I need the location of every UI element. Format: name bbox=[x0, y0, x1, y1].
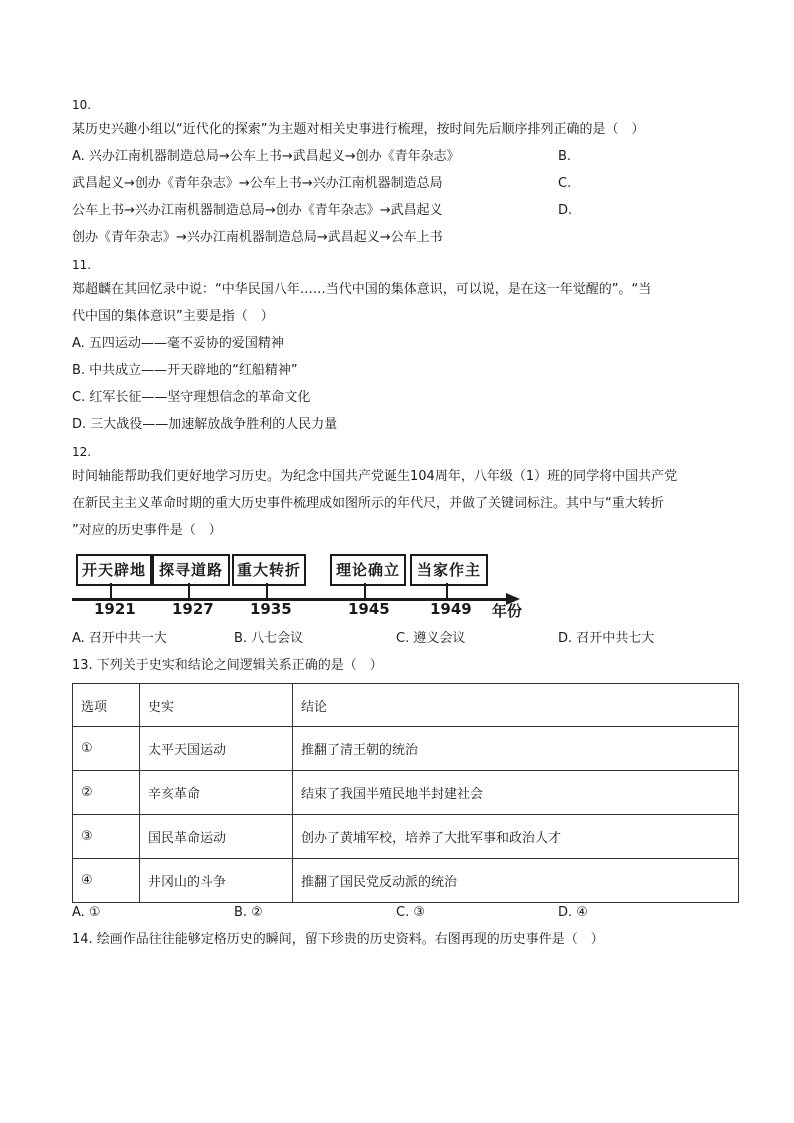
table-cell: 创办了黄埔军校，培养了大批军事和政治人才 bbox=[293, 815, 739, 859]
table-header-cell: 选项 bbox=[73, 684, 140, 727]
q11-number: 11. bbox=[72, 258, 92, 272]
q10-option-d-label: D. bbox=[558, 203, 573, 218]
table-header-row bbox=[73, 684, 739, 727]
table-cell: 井冈山的斗争 bbox=[140, 859, 293, 903]
timeline-label-4: 理论确立 bbox=[330, 554, 406, 586]
timeline-year-1: 1921 bbox=[94, 600, 136, 618]
timeline-label-5: 当家作主 bbox=[410, 554, 488, 586]
q10-option-b-label: B. bbox=[558, 149, 572, 164]
q12-stem-line1: 时间轴能帮助我们更好地学习历史。为纪念中国共产党诞生104周年，八年级（1）班的同学将中国共产党 bbox=[72, 469, 678, 484]
q11-option-c: C. 红军长征——坚守理想信念的革命文化 bbox=[72, 390, 311, 405]
q12-option-d: D. 召开中共七大 bbox=[558, 631, 655, 646]
q10-option-d: 创办《青年杂志》→兴办江南机器制造总局→武昌起义→公车上书 bbox=[72, 230, 443, 245]
timeline-year-2: 1927 bbox=[172, 600, 214, 618]
q12-option-a: A. 召开中共一大 bbox=[72, 631, 167, 646]
table-row bbox=[73, 771, 739, 815]
timeline-tick bbox=[364, 583, 366, 599]
q10-option-c-label: C. bbox=[558, 176, 572, 191]
timeline-tick bbox=[446, 583, 448, 599]
table-header-cell: 结论 bbox=[293, 684, 739, 727]
q11-stem-line1: 郑超麟在其回忆录中说：“中华民国八年……当代中国的集体意识，可以说，是在这一年觉醒的”。“当 bbox=[72, 282, 652, 297]
q10-option-c: 公车上书→兴办江南机器制造总局→创办《青年杂志》→武昌起义 bbox=[72, 203, 443, 218]
q12-number: 12. bbox=[72, 445, 92, 459]
table-cell: 太平天国运动 bbox=[140, 727, 293, 771]
q13-option-a: A. ① bbox=[72, 905, 101, 920]
table-cell: ① bbox=[73, 727, 140, 771]
q13-option-d: D. ④ bbox=[558, 905, 588, 920]
q11-stem-line2: 代中国的集体意识”主要是指（ ） bbox=[72, 309, 274, 324]
q12-stem-line2: 在新民主主义革命时期的重大历史事件梳理成如图所示的年代尺，并做了关键词标注。其中与“重大转折 bbox=[72, 496, 664, 511]
table-cell: 国民革命运动 bbox=[140, 815, 293, 859]
table-row bbox=[73, 727, 739, 771]
timeline-year-5: 1949 bbox=[430, 600, 472, 618]
table-cell: 推翻了清王朝的统治 bbox=[293, 727, 739, 771]
table-row bbox=[73, 815, 739, 859]
table-cell: 结束了我国半殖民地半封建社会 bbox=[293, 771, 739, 815]
timeline-tick bbox=[266, 583, 268, 599]
table-row bbox=[73, 859, 739, 903]
table-cell: ③ bbox=[73, 815, 140, 859]
q11-option-d: D. 三大战役——加速解放战争胜利的人民力量 bbox=[72, 417, 338, 432]
table-cell: ④ bbox=[73, 859, 140, 903]
q12-stem-line3: ”对应的历史事件是（ ） bbox=[72, 523, 222, 538]
q13-stem: 13. 下列关于史实和结论之间逻辑关系正确的是（ ） bbox=[72, 658, 383, 673]
timeline-label-2: 探寻道路 bbox=[152, 554, 230, 586]
timeline-year-4: 1945 bbox=[348, 600, 390, 618]
table-header-cell: 史实 bbox=[140, 684, 293, 727]
q13-option-c: C. ③ bbox=[396, 905, 425, 920]
q10-number: 10. bbox=[72, 98, 92, 112]
timeline-label-1: 开天辟地 bbox=[76, 554, 152, 586]
table-cell: ② bbox=[73, 771, 140, 815]
q12-option-c: C. 遵义会议 bbox=[396, 631, 466, 646]
timeline-figure bbox=[72, 548, 532, 624]
timeline-year-3: 1935 bbox=[250, 600, 292, 618]
q11-option-b: B. 中共成立——开天辟地的“红船精神” bbox=[72, 363, 298, 378]
q13-option-b: B. ② bbox=[234, 905, 263, 920]
table-cell: 推翻了国民党反动派的统治 bbox=[293, 859, 739, 903]
q10-option-b: 武昌起义→创办《青年杂志》→公车上书→兴办江南机器制造总局 bbox=[72, 176, 443, 191]
q14-stem: 14. 绘画作品往往能够定格历史的瞬间，留下珍贵的历史资料。右图再现的历史事件是（ ） bbox=[72, 932, 604, 947]
q12-option-b: B. 八七会议 bbox=[234, 631, 304, 646]
timeline-label-3: 重大转折 bbox=[232, 554, 306, 586]
timeline-tick bbox=[110, 583, 112, 599]
q10-option-a: A. 兴办江南机器制造总局→公车上书→武昌起义→创办《青年杂志》 bbox=[72, 149, 460, 164]
q10-stem: 某历史兴趣小组以“近代化的探索”为主题对相关史事进行梳理，按时间先后顺序排列正确的是（ ） bbox=[72, 122, 645, 137]
q11-option-a: A. 五四运动——毫不妥协的爱国精神 bbox=[72, 336, 284, 351]
q13-table bbox=[72, 683, 739, 903]
timeline-tick bbox=[188, 583, 190, 599]
table-cell: 辛亥革命 bbox=[140, 771, 293, 815]
timeline-axis-label: 年份 bbox=[492, 602, 523, 620]
